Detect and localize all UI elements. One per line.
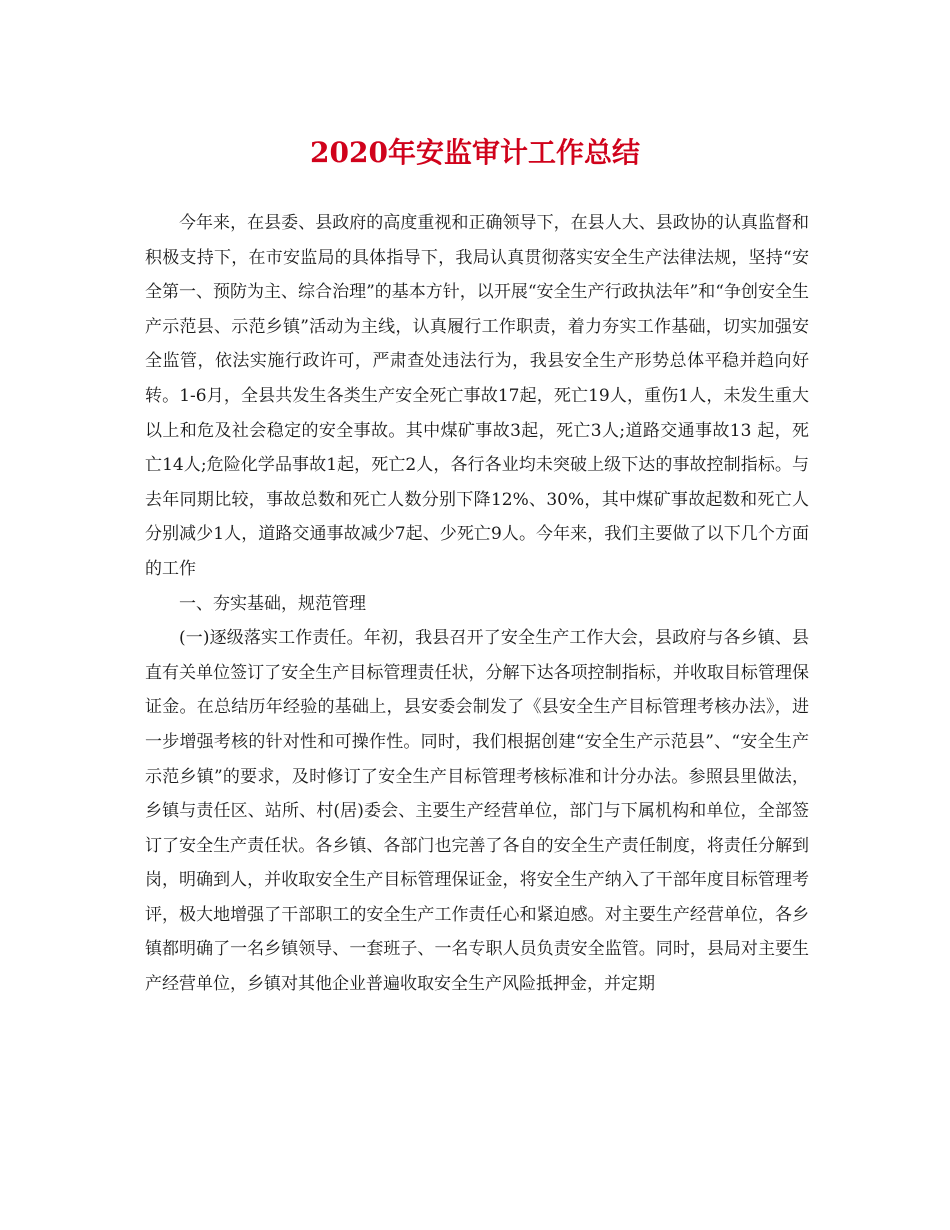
paragraph-responsibility: (一)逐级落实工作责任。年初，我县召开了安全生产工作大会，县政府与各乡镇、县直有关单位签订了安全生产目标管理责任状，分解下达各项控制指标，并收取目标管理保证金。在总结历年经验的基础上，县安委会制发了《县安全生产目标管理考核办法》，进一步增强考核的针对性和可操作性。同时，我们根据创建“安全生产示范县”、“安全生产示范乡镇”的要求，及时修订了安全生产目标管理考核标准和计分办法。参照县里做法，乡镇与责任区、站所、村(居)委会、主要生产经营单位，部门与下属机构和单位，全部签订了安全生产责任状。各乡镇、各部门也完善了各自的安全生产责任制度，将责任分解到岗，明确到人，并收取安全生产目标管理保证金，将安全生产纳入了干部年度目标管理考评，极大地增强了干部职工的安全生产工作责任心和紧迫感。对主要生产经营单位，各乡镇都明确了一名乡镇领导、一套班子、一名专职人员负责安全监管。同时，县局对主要生产经营单位，乡镇对其他企业普遍收取安全生产风险抵押金，并定期 xyxy=(145,628,809,995)
document-body xyxy=(145,206,809,1002)
paragraph-intro: 今年来，在县委、县政府的高度重视和正确领导下，在县人大、县政协的认真监督和积极支持下，在市安监局的具体指导下，我局认真贯彻落实安全生产法律法规，坚持“安全第一、预防为主、综合治理”的基本方针，以开展“安全生产行政执法年”和“争创安全生产示范县、示范乡镇”活动为主线，认真履行工作职责，着力夯实工作基础，切实加强安全监管，依法实施行政许可，严肃查处违法行为，我县安全生产形势总体平稳并趋向好转。1-6月，全县共发生各类生产安全死亡事故17起，死亡19人，重伤1人，未发生重大以上和危及社会稳定的安全事故。其中煤矿事故3起，死亡3人;道路交通事故13 起，死亡14人;危险化学品事故1起，死亡2人，各行各业均未突破上级下达的事故控制指标。与去年同期比较，事故总数和死亡人数分别下降12%、30%，其中煤矿事故起数和死亡人分别减少1人，道路交通事故减少7起、少死亡9人。今年来，我们主要做了以下几个方面的工作 xyxy=(145,213,809,579)
section-heading-1: 一、夯实基础，规范管理 xyxy=(179,593,366,614)
document-title: 2020年安监审计工作总结 xyxy=(310,136,640,169)
